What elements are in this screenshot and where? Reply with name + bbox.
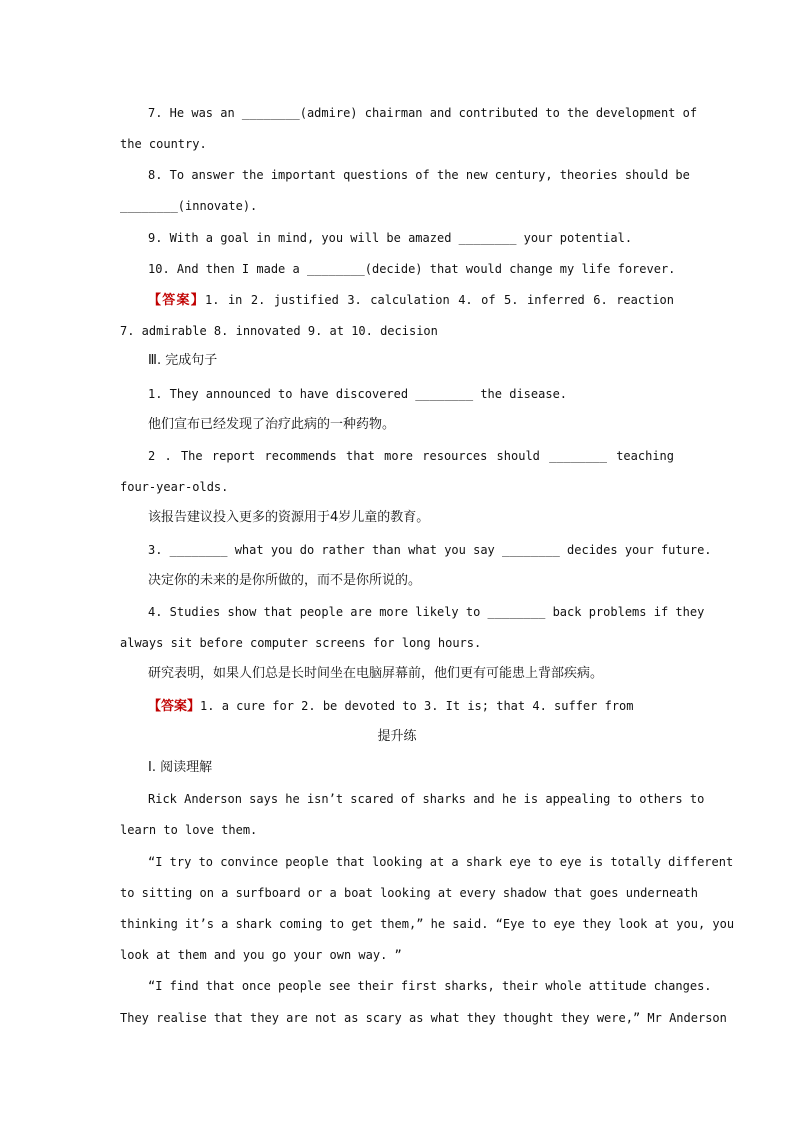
answer-text: 1. a cure for 2. be devoted to 3. It is; that 4. suffer from [200,699,634,713]
sentence-4: 4. Studies show that people are more likely to ________ back problems if they [148,605,705,619]
passage-line-7: “I find that once people see their first sharks, their whole attitude changes. [148,979,712,993]
question-8: 8. To answer the important questions of the new century, theories should be [148,168,690,182]
sentence-1-translation: 他们宣布已经发现了治疗此病的一种药物。 [148,417,396,432]
answer-text: 1. in 2. justified 3. calculation 4. of 5. inferred 6. reaction [205,293,674,307]
section-heading-iii: Ⅲ. 完成句子 [148,353,218,368]
question-8-cont: ________(innovate). [120,199,258,213]
answer-block-1-cont: 7. admirable 8. innovated 9. at 10. decision [120,324,438,338]
sentence-1: 1. They announced to have discovered ________ the disease. [148,387,568,401]
passage-line-8: They realise that they are not as scary as what they thought they were,” Mr Anderson [120,1011,727,1025]
question-9: 9. With a goal in mind, you will be amazed ________ your potential. [148,231,633,245]
sentence-3: 3. ________ what you do rather than what you say ________ decides your future. [148,543,712,557]
question-10: 10. And then I made a ________(decide) that would change my life forever. [148,262,676,276]
sentence-4-cont: always sit before computer screens for long hours. [120,636,482,650]
sentence-2-cont: four-year-olds. [120,480,229,494]
section-heading-reading: Ⅰ. 阅读理解 [148,760,213,775]
passage-line-6: look at them and you go your own way. ” [120,948,402,962]
passage-line-1: Rick Anderson says he isn’t scared of sharks and he is appealing to others to [148,792,705,806]
sentence-4-translation: 研究表明，如果人们总是长时间坐在电脑屏幕前，他们更有可能患上背部疾病。 [148,666,604,681]
answer-block-2 [148,698,674,715]
question-7: 7. He was an ________(admire) chairman and contributed to the development of [148,106,698,120]
section-title-practice: 提升练 [377,729,417,744]
sentence-2-translation: 该报告建议投入更多的资源用于4岁儿童的教育。 [148,510,430,525]
passage-line-5: thinking it’s a shark coming to get them,” he said. “Eye to eye they look at you, you [120,917,735,931]
passage-line-3: “I try to convince people that looking at a shark eye to eye is totally different [148,855,734,869]
passage-line-2: learn to love them. [120,823,258,837]
sentence-3-translation: 决定你的未来的是你所做的，而不是你所说的。 [148,573,422,588]
passage-line-4: to sitting on a surfboard or a boat looking at every shadow that goes underneath [120,886,698,900]
answer-label: 【答案】 [148,699,201,714]
answer-label: 【答案】 [148,293,206,308]
sentence-2: 2 . The report recommends that more resources should ________ teaching [148,449,674,463]
question-7-cont: the country. [120,137,207,151]
answer-block-1 [148,292,674,309]
